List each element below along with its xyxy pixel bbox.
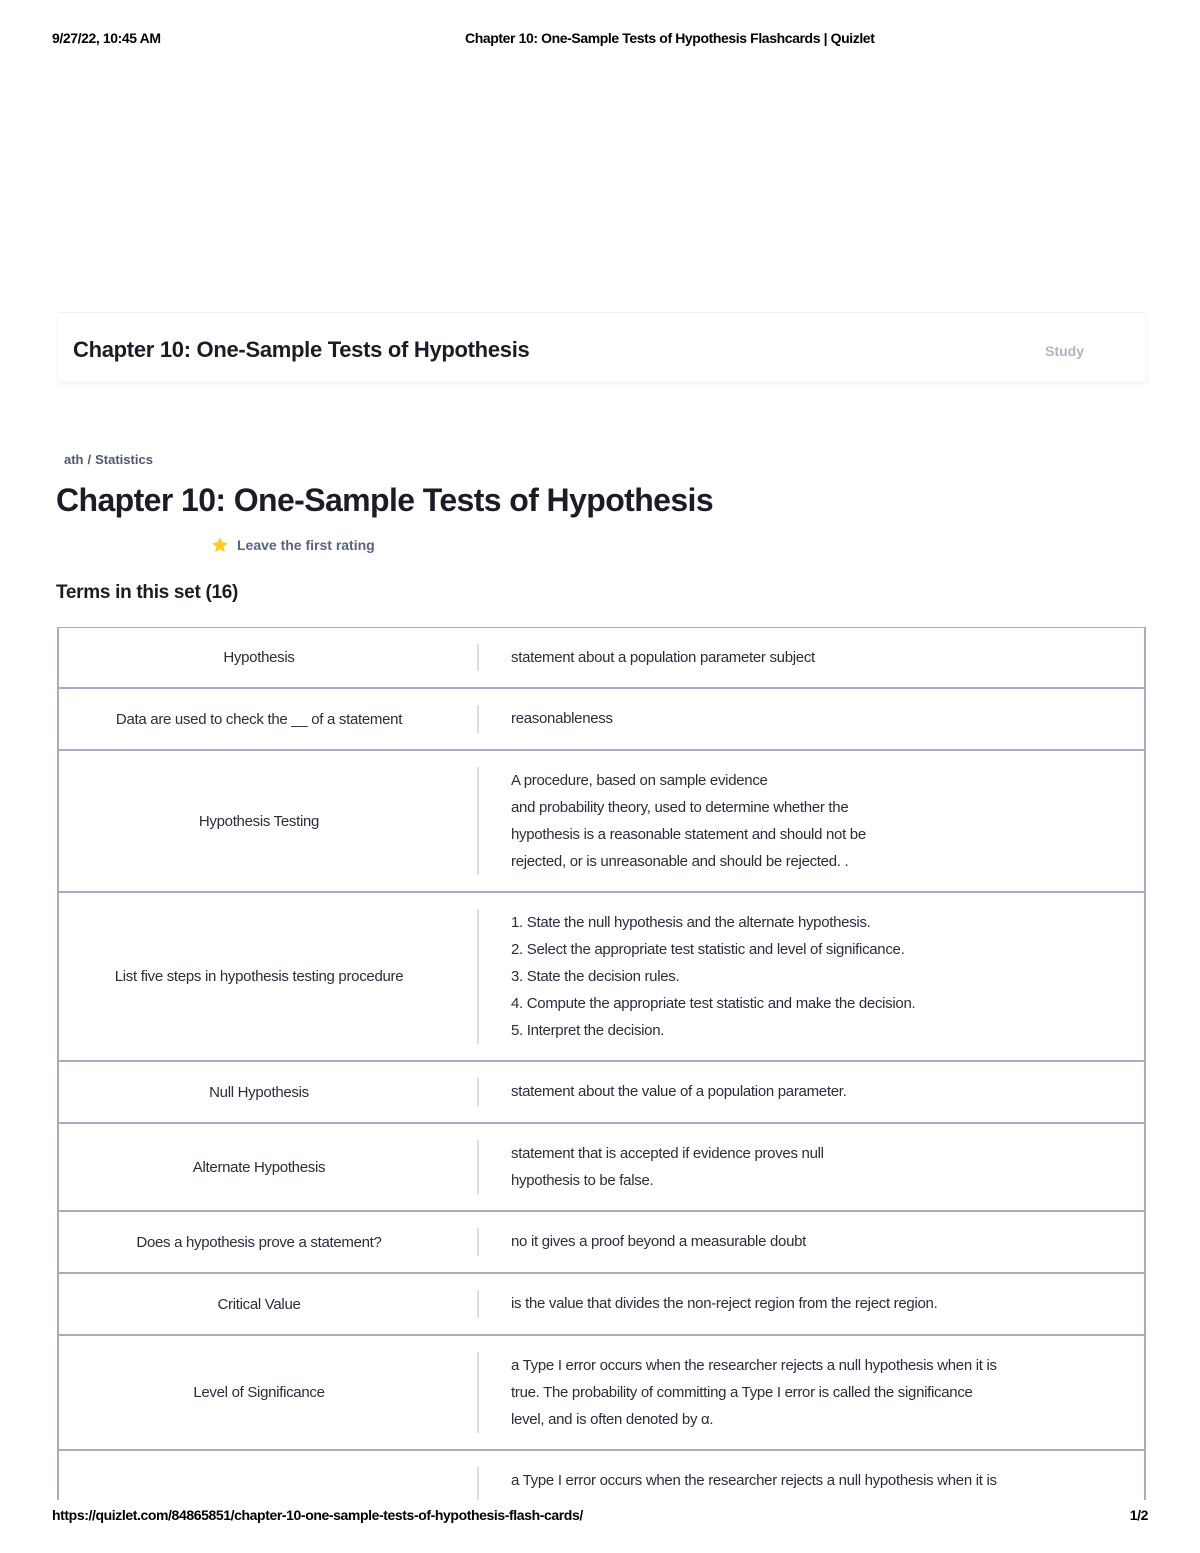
term-text: Hypothesis bbox=[223, 649, 295, 666]
row-divider bbox=[477, 1228, 479, 1256]
breadcrumb bbox=[64, 452, 153, 467]
print-page-number: 1/2 bbox=[1129, 1507, 1148, 1523]
row-divider bbox=[477, 1352, 479, 1433]
definition-text: statement about the value of a population parameter. bbox=[511, 1083, 847, 1100]
terms-list bbox=[57, 627, 1146, 1500]
term-row bbox=[57, 1335, 1146, 1451]
term-row bbox=[57, 1273, 1146, 1336]
term-text: Does a hypothesis prove a statement? bbox=[136, 1233, 382, 1251]
term-text: Level of Significance bbox=[193, 1384, 325, 1401]
term-row bbox=[57, 1061, 1146, 1124]
definition-text: a Type I error occurs when the researcher rejects a null hypothesis when it is bbox=[511, 1472, 997, 1489]
breadcrumb-parent-link[interactable]: ath bbox=[64, 452, 84, 467]
print-document-title: Chapter 10: One-Sample Tests of Hypothesis Flashcards | Quizlet bbox=[465, 30, 875, 46]
print-url: https://quizlet.com/84865851/chapter-10-one-sample-tests-of-hypothesis-flash-cards/ bbox=[52, 1507, 583, 1523]
definition-text: A procedure, based on sample evidence and probability theory, used to determine whether the hypothesis is a reasonable statement and should not be rejected, or is unreasonable and should be rejected. . bbox=[511, 772, 866, 870]
sticky-header-bar bbox=[58, 312, 1146, 382]
print-footer bbox=[52, 1507, 1148, 1525]
term-row bbox=[57, 1450, 1146, 1500]
print-datetime: 9/27/22, 10:45 AM bbox=[52, 30, 161, 46]
star-icon bbox=[211, 536, 229, 554]
term-row bbox=[57, 1123, 1146, 1212]
term-text: Null Hypothesis bbox=[209, 1083, 309, 1101]
row-divider bbox=[477, 1290, 479, 1318]
term-text: Data are used to check the __ of a statement bbox=[115, 710, 403, 728]
definition-text: statement that is accepted if evidence proves null hypothesis to be false. bbox=[511, 1145, 824, 1189]
terms-heading: Terms in this set (16) bbox=[56, 582, 239, 603]
row-divider bbox=[477, 909, 479, 1044]
row-divider bbox=[477, 1078, 479, 1106]
term-row bbox=[57, 1211, 1146, 1274]
term-row bbox=[57, 750, 1146, 893]
definition-text: is the value that divides the non-reject region from the reject region. bbox=[511, 1295, 938, 1312]
definition-text: statement about a population parameter subject bbox=[511, 649, 815, 666]
definition-text: 1. State the null hypothesis and the alternate hypothesis. 2. Select the appropriate test statistic and level of significance. 3. State the decision rules. 4. Compute the appropriate test statistic and make the decision. 5. Interpret the decision. bbox=[511, 914, 916, 1039]
sticky-set-title: Chapter 10: One-Sample Tests of Hypothesis bbox=[73, 337, 530, 362]
row-divider bbox=[477, 767, 479, 875]
term-text bbox=[59, 1451, 459, 1500]
breadcrumb-separator: / bbox=[87, 452, 92, 467]
study-button[interactable]: Study bbox=[1045, 343, 1084, 359]
page-title: Chapter 10: One-Sample Tests of Hypothesis bbox=[56, 482, 714, 518]
row-divider bbox=[477, 1467, 479, 1500]
definition-text: a Type I error occurs when the researcher rejects a null hypothesis when it is true. The probability of committing a Type I error is called the significance level, and is often denoted by α. bbox=[511, 1357, 997, 1428]
term-text: List five steps in hypothesis testing procedure bbox=[114, 968, 404, 985]
row-divider bbox=[477, 644, 479, 671]
row-divider bbox=[477, 1140, 479, 1194]
definition-text: reasonableness bbox=[511, 710, 613, 727]
term-row bbox=[57, 892, 1146, 1062]
rating-link[interactable] bbox=[211, 536, 375, 554]
term-text: Hypothesis Testing bbox=[198, 812, 320, 830]
term-row bbox=[57, 627, 1146, 689]
rating-label: Leave the first rating bbox=[237, 537, 375, 553]
definition-text: no it gives a proof beyond a measurable doubt bbox=[511, 1233, 807, 1250]
term-row bbox=[57, 688, 1146, 751]
term-text: Critical Value bbox=[217, 1295, 301, 1313]
breadcrumb-current-link[interactable]: Statistics bbox=[95, 452, 153, 467]
row-divider bbox=[477, 705, 479, 733]
term-text: Alternate Hypothesis bbox=[192, 1158, 326, 1176]
